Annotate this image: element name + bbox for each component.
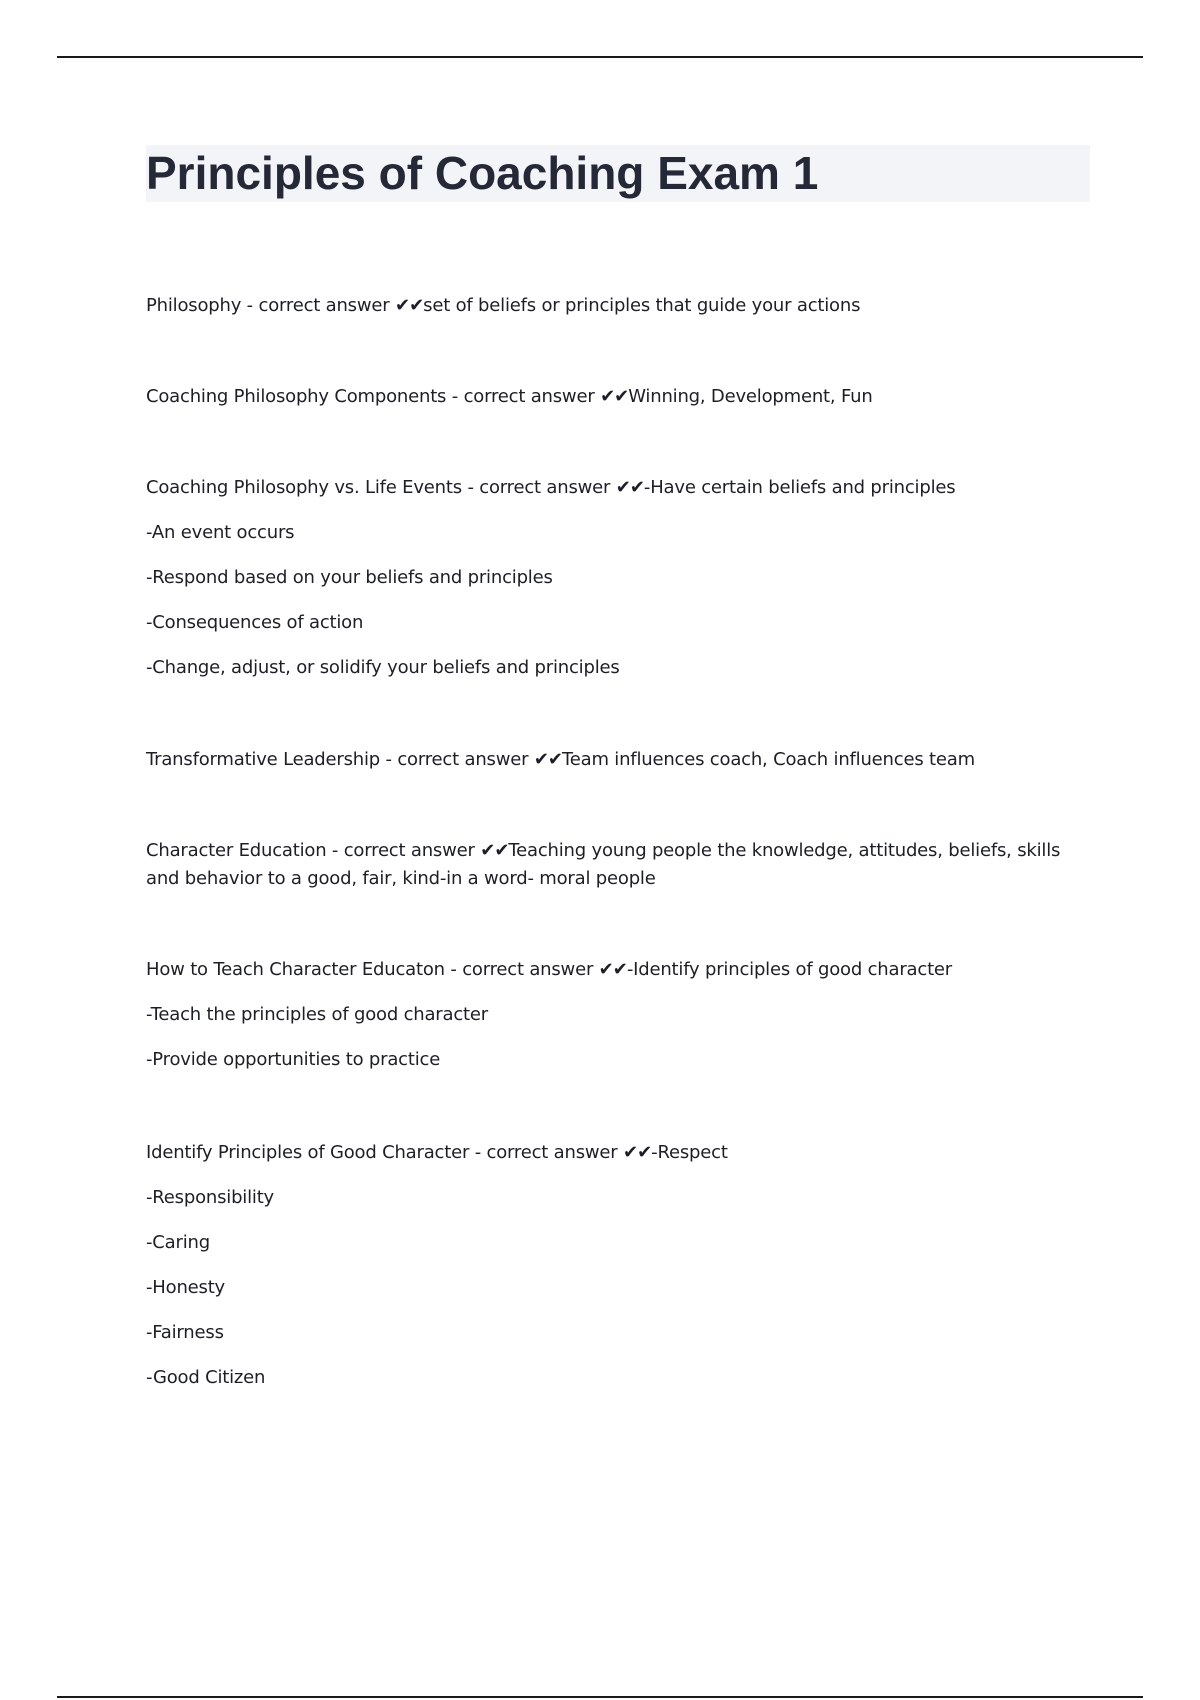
answer-text: -Respect xyxy=(651,1142,728,1163)
answer-list-item: -Responsibility xyxy=(146,1187,275,1208)
answer-text: -Have certain beliefs and principles xyxy=(643,477,956,498)
qa-item-coaching-philosophy-components xyxy=(146,383,1090,411)
qa-line xyxy=(146,383,1090,411)
question-term: Philosophy - correct answer xyxy=(146,295,395,316)
qa-item-coaching-philosophy-vs-life-events xyxy=(146,474,1090,682)
question-term: Transformative Leadership - correct answer xyxy=(146,749,534,770)
answer-text: Winning, Development, Fun xyxy=(628,386,873,407)
checkmark-icon: ✔✔ xyxy=(615,477,644,498)
qa-line xyxy=(146,746,1090,774)
answer-list-item: -Caring xyxy=(146,1232,210,1253)
qa-line xyxy=(146,292,1090,320)
checkmark-icon: ✔✔ xyxy=(480,840,509,861)
answer-text: -Identify principles of good character xyxy=(626,959,953,980)
qa-item-philosophy xyxy=(146,292,1090,320)
answer-text: Team influences coach, Coach influences team xyxy=(562,749,975,770)
question-term: Coaching Philosophy vs. Life Events - correct answer xyxy=(146,477,616,498)
qa-line xyxy=(146,1139,1090,1167)
question-term: How to Teach Character Educaton - correct answer xyxy=(146,959,599,980)
answer-list-item: -Consequences of action xyxy=(146,612,364,633)
checkmark-icon: ✔✔ xyxy=(394,295,424,316)
answer-list-item: -An event occurs xyxy=(146,522,295,543)
question-term: Coaching Philosophy Components - correct answer xyxy=(146,386,601,407)
checkmark-icon: ✔✔ xyxy=(600,386,629,407)
answer-text: set of beliefs or principles that guide your actions xyxy=(423,295,861,316)
answer-list-item: -Provide opportunities to practice xyxy=(146,1049,441,1070)
answer-text: Teaching young people the knowledge, attitudes, beliefs, skills and behavior to a good, fair, kind-in a word- moral people xyxy=(146,840,1061,889)
top-rule xyxy=(57,56,1143,58)
answer-list-item: -Teach the principles of good character xyxy=(146,1004,488,1025)
qa-line xyxy=(146,956,1090,984)
answer-list-item: -Change, adjust, or solidify your beliefs and principles xyxy=(146,657,620,678)
answer-list-item: -Respond based on your beliefs and principles xyxy=(146,567,553,588)
answer-list-item: -Honesty xyxy=(146,1277,226,1298)
checkmark-icon: ✔✔ xyxy=(533,749,562,770)
page-title: Principles of Coaching Exam 1 xyxy=(146,147,819,199)
bottom-rule xyxy=(57,1696,1143,1698)
qa-line xyxy=(146,837,1090,893)
qa-item-how-to-teach-character-education xyxy=(146,956,1090,1074)
checkmark-icon: ✔✔ xyxy=(623,1142,652,1163)
qa-item-character-education xyxy=(146,837,1090,893)
answer-list-item: -Good Citizen xyxy=(146,1367,266,1388)
qa-line xyxy=(146,474,1090,502)
question-term: Character Education - correct answer xyxy=(146,840,481,861)
question-term: Identify Principles of Good Character - correct answer xyxy=(146,1142,623,1163)
answer-list-item: -Fairness xyxy=(146,1322,224,1343)
qa-item-identify-principles-of-good-character xyxy=(146,1139,1090,1392)
qa-item-transformative-leadership xyxy=(146,746,1090,774)
checkmark-icon: ✔✔ xyxy=(598,959,627,980)
